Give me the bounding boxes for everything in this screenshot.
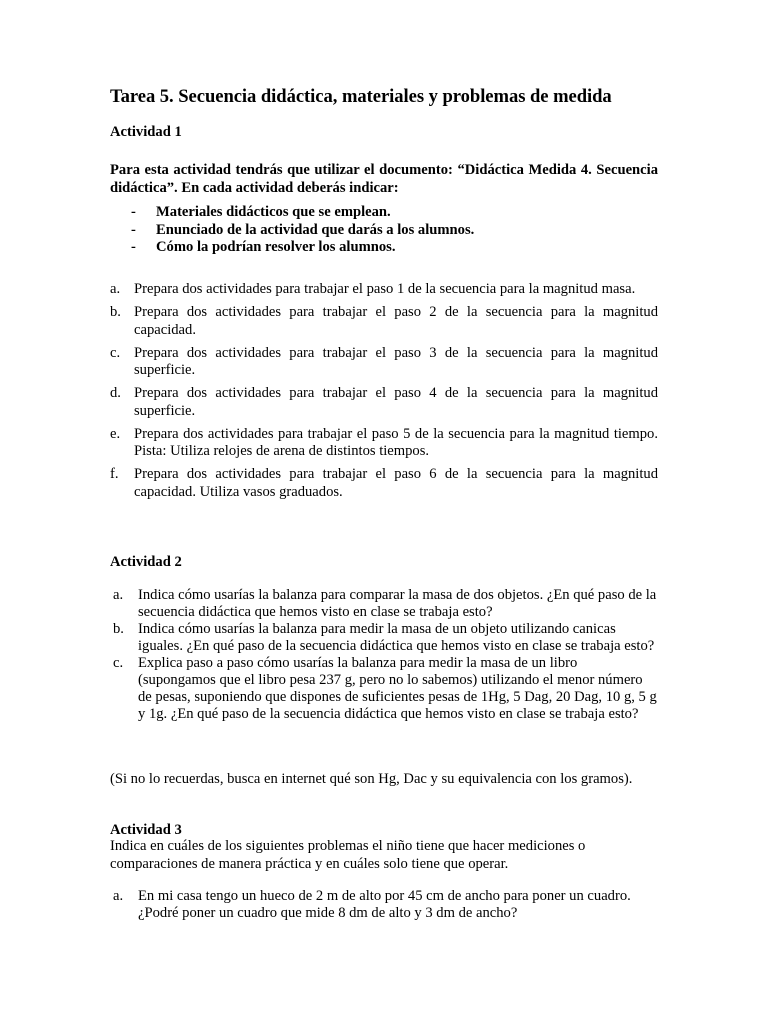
item-marker: e.: [110, 425, 121, 442]
item-marker: a.: [113, 888, 124, 904]
task-text: Prepara dos actividades para trabajar el paso 3 de la secuencia para la magnitud superficie.: [134, 344, 658, 378]
requirement-item: [110, 222, 658, 240]
activity-3-heading: Actividad 3: [110, 822, 182, 838]
task-text: Explica paso a paso cómo usarías la balanza para medir la masa de un libro (supongamos que el libro pesa 237 g, pero no lo sabemos) utilizando el menor número de pesas, suponiendo que dispones de suficientes pesas de 1Hg, 5 Dag, 20 Dag, 10 g, 5 g y 1g. ¿En qué paso de la secuencia didáctica que hemos visto en clase se trabaja esto?: [138, 655, 657, 722]
document-title: Tarea 5. Secuencia didáctica, materiales y problemas de medida: [110, 86, 612, 107]
task-item: [110, 655, 658, 723]
bullet-marker: -: [131, 239, 136, 255]
task-item: [110, 345, 658, 380]
requirement-text: Cómo la podrían resolver los alumnos.: [156, 239, 396, 255]
activity-2-heading: Actividad 2: [110, 554, 182, 570]
activity-3-intro: Indica en cuáles de los siguientes problemas el niño tiene que hacer mediciones o comparaciones de manera práctica y en cuáles solo tiene que operar.: [110, 838, 586, 872]
task-text: Prepara dos actividades para trabajar el paso 5 de la secuencia para la magnitud tiempo. Pista: Utiliza relojes de arena de distintos tiempos.: [134, 425, 658, 459]
task-text: Prepara dos actividades para trabajar el paso 2 de la secuencia para la magnitud capacidad.: [134, 304, 658, 338]
item-marker: b.: [113, 621, 124, 637]
requirement-text: Enunciado de la actividad que darás a los alumnos.: [156, 221, 475, 238]
item-marker: c.: [113, 655, 124, 671]
item-marker: c.: [110, 344, 121, 361]
task-item: [110, 621, 658, 655]
item-marker: d.: [110, 385, 121, 401]
requirement-text: Materiales didácticos que se emplean.: [156, 204, 391, 220]
task-text: Prepara dos actividades para trabajar el paso 1 de la secuencia para la magnitud masa.: [134, 281, 636, 297]
task-item: [110, 426, 658, 461]
bullet-marker: -: [131, 204, 136, 220]
activity-2-task-list: [110, 587, 658, 723]
task-text: Indica cómo usarías la balanza para medir la masa de un objeto utilizando canicas iguales. ¿En qué paso de la secuencia didáctica que hemos visto en clase se trabaja esto?: [138, 621, 655, 654]
item-marker: f.: [110, 466, 119, 482]
task-item: [110, 587, 658, 621]
item-marker: a.: [113, 587, 124, 603]
requirement-item: [110, 239, 658, 257]
activity-2-note: (Si no lo recuerdas, busca en internet qué son Hg, Dac y su equivalencia con los gramos).: [110, 771, 633, 787]
requirement-item: [110, 204, 658, 222]
item-marker: b.: [110, 304, 121, 320]
problem-text: En mi casa tengo un hueco de 2 m de alto por 45 cm de ancho para poner un cuadro. ¿Podré poner un cuadro que mide 8 dm de alto y 3 dm de ancho?: [138, 888, 631, 921]
activity-1-requirements-list: [110, 204, 658, 257]
bullet-marker: -: [131, 221, 136, 238]
activity-3-problem-list: [110, 888, 658, 922]
task-item: [110, 281, 658, 299]
task-item: [110, 385, 658, 420]
task-text: Prepara dos actividades para trabajar el paso 4 de la secuencia para la magnitud superficie.: [134, 385, 658, 419]
task-text: Prepara dos actividades para trabajar el paso 6 de la secuencia para la magnitud capacidad. Utiliza vasos graduados.: [134, 466, 658, 500]
task-item: [110, 304, 658, 339]
task-item: [110, 466, 658, 501]
activity-1-heading: Actividad 1: [110, 124, 182, 140]
task-text: Indica cómo usarías la balanza para comparar la masa de dos objetos. ¿En qué paso de la secuencia didáctica que hemos visto en clase se trabaja esto?: [138, 587, 657, 620]
activity-1-intro: Para esta actividad tendrás que utilizar el documento: “Didáctica Medida 4. Secuencia didáctica”. En cada actividad deberás indicar:: [110, 162, 658, 196]
item-marker: a.: [110, 281, 121, 297]
activity-1-task-list: [110, 281, 658, 501]
problem-item: [110, 888, 658, 922]
